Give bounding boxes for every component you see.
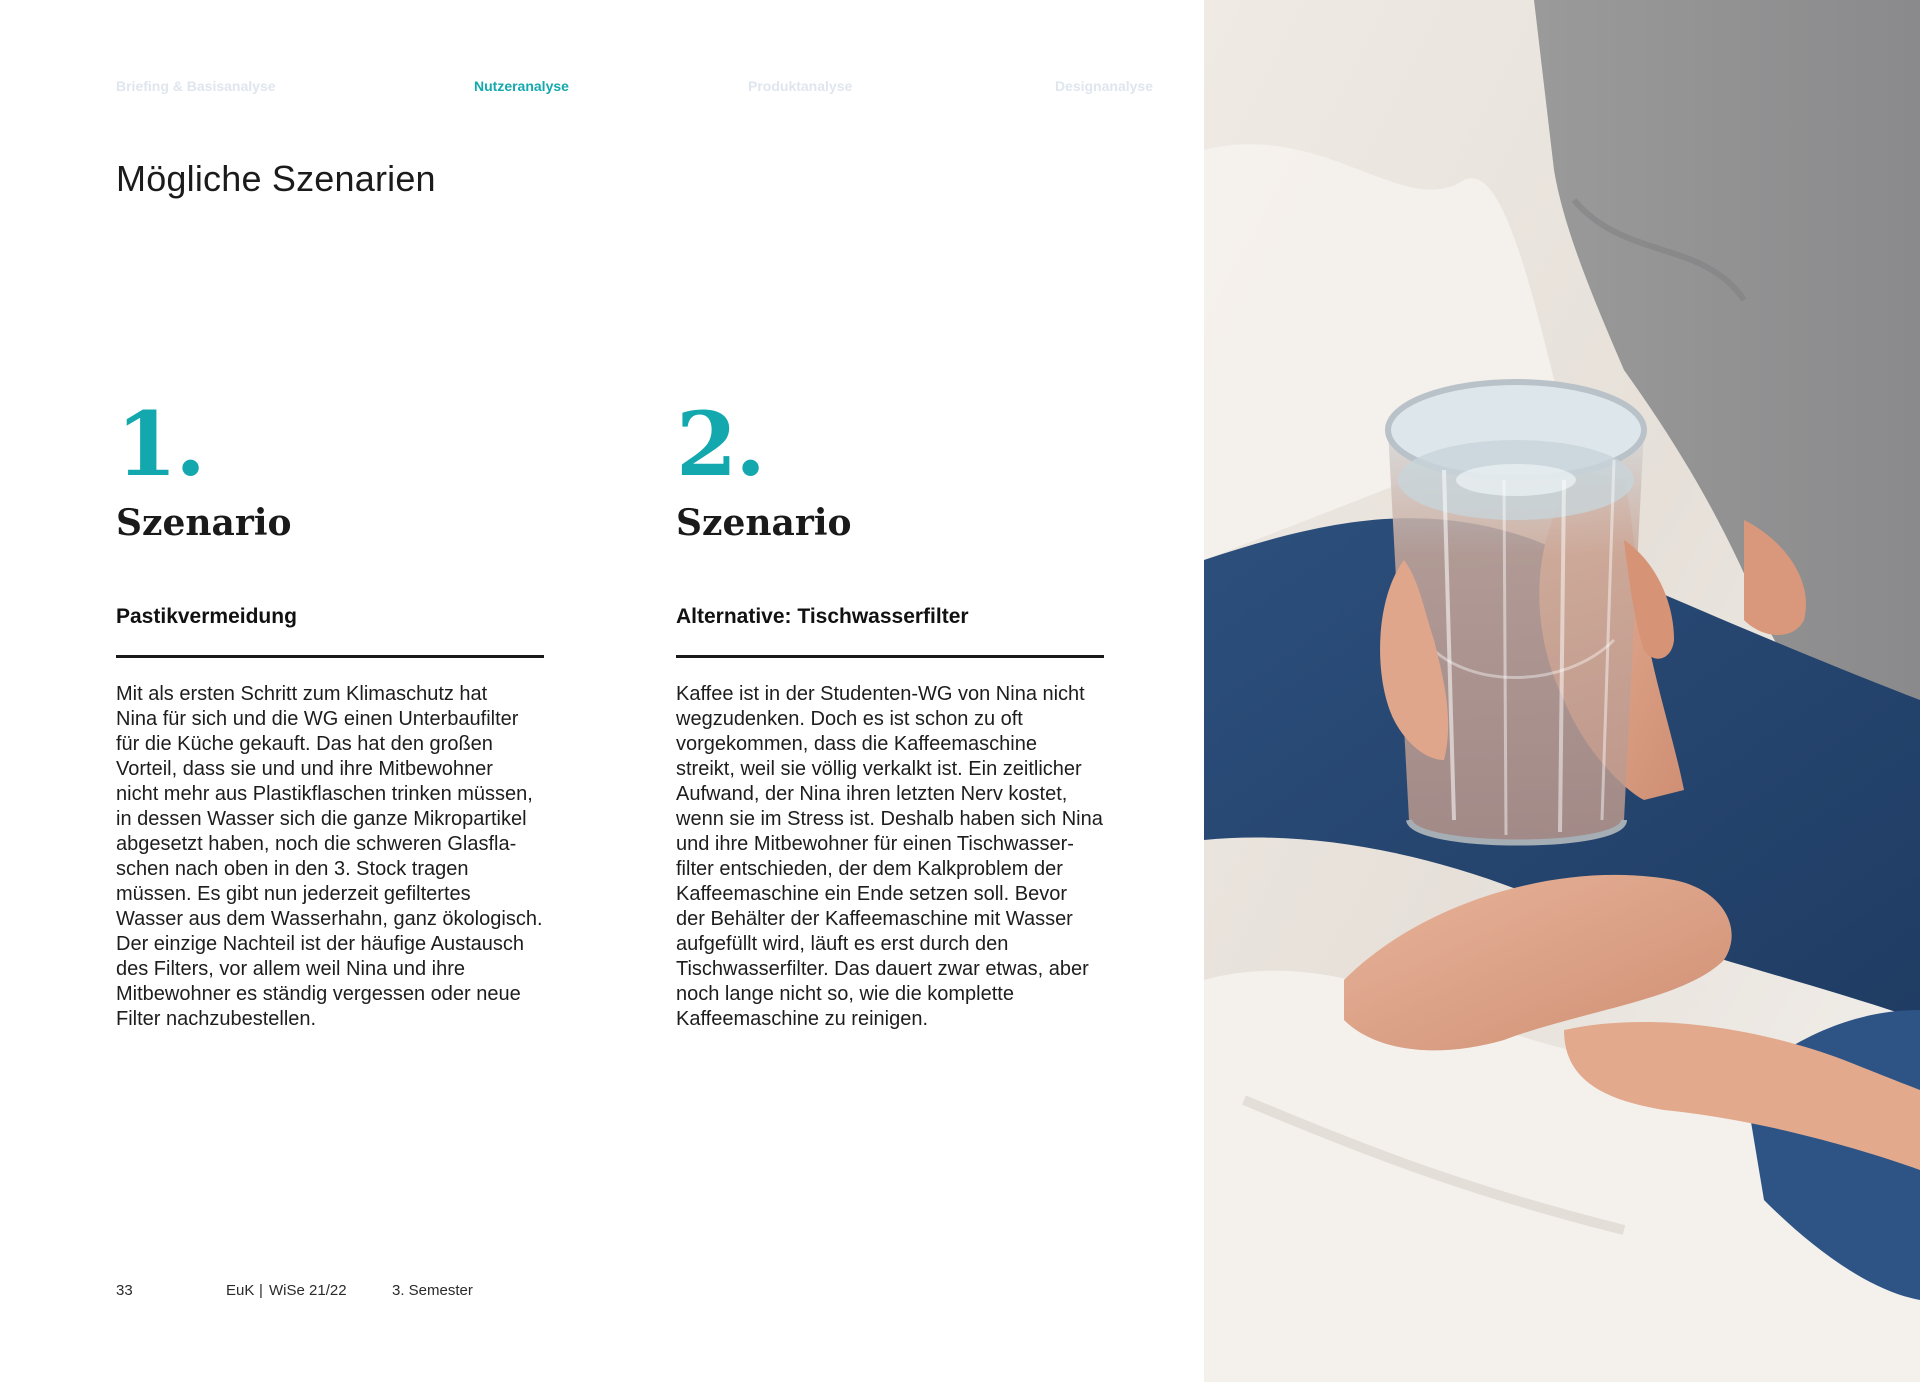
footer-term: WiSe 21/22 — [269, 1282, 347, 1299]
scenario-number: 1. — [116, 392, 204, 496]
footer-course: EuK — [226, 1282, 255, 1299]
page-footer — [116, 1282, 616, 1302]
divider — [116, 655, 544, 658]
scenario-label: Szenario — [116, 502, 292, 544]
footer-semester: 3. Semester — [392, 1282, 473, 1299]
section-navigation — [116, 78, 1153, 100]
page-number: 33 — [116, 1282, 133, 1299]
photo-woman-holding-water-glass — [1204, 0, 1920, 1382]
scenario-2 — [676, 392, 1106, 1032]
scenario-label: Szenario — [676, 502, 852, 544]
scenario-body: Kaffee ist in der Studenten-WG von Nina nicht wegzudenken. Doch es ist schon zu oft vorgekommen, dass die Kaffeemaschine streikt, weil sie völlig verkalkt ist. Ein zeitlicher Aufwand, der Nina ihren letzten Nerv kostet, wenn sie im Stress ist. Deshalb haben sich Nina und ihre Mitbewohner für einen Tischwasser- filter entschieden, der dem Kalkproblem der Kaffeemaschine ein Ende setzen soll. Bevor der Behälter der Kaffeemaschine mit Wasser aufgefüllt wird, läuft es erst durch den Tischwasserfilter. Das dauert zwar etwas, aber noch lange nicht so, wie die komplette Kaffeemaschine zu reinigen. — [676, 683, 1103, 1031]
divider — [676, 655, 1104, 658]
nav-item-designanalyse[interactable]: Designanalyse — [1054, 78, 1153, 94]
page-title: Mögliche Szenarien — [116, 158, 436, 199]
scenario-body: Mit als ersten Schritt zum Klimaschutz hat Nina für sich und die WG einen Unterbaufilter für die Küche gekauft. Das hat den großen Vorteil, dass sie und und ihre Mitbewohner nicht mehr aus Plastikflaschen trinken müssen, in dessen Wasser sich die ganze Mikropartikel abgesetzt haben, noch die schweren Glasfla- schen nach oben in den 3. Stock tragen müssen. Es gibt nun jederzeit gefiltertes Wasser aus dem Wasserhahn, ganz ökologisch. Der einzige Nachteil ist der häufige Austausch des Filters, vor allem weil Nina und ihre Mitbewohner es ständig vergessen oder neue Filter nachzubestellen. — [116, 683, 543, 1031]
nav-item-briefing[interactable]: Briefing & Basisanalyse — [116, 78, 276, 94]
scenario-subtitle: Alternative: Tischwasserfilter — [676, 605, 969, 629]
scenario-1 — [116, 392, 546, 1032]
scenario-number: 2. — [676, 392, 764, 496]
nav-item-produktanalyse[interactable]: Produktanalyse — [748, 78, 853, 94]
water-glass-illustration — [1204, 0, 1920, 1382]
scenario-subtitle: Pastikvermeidung — [116, 605, 297, 629]
nav-item-nutzeranalyse[interactable]: Nutzeranalyse — [474, 78, 569, 94]
footer-separator: | — [259, 1282, 263, 1299]
